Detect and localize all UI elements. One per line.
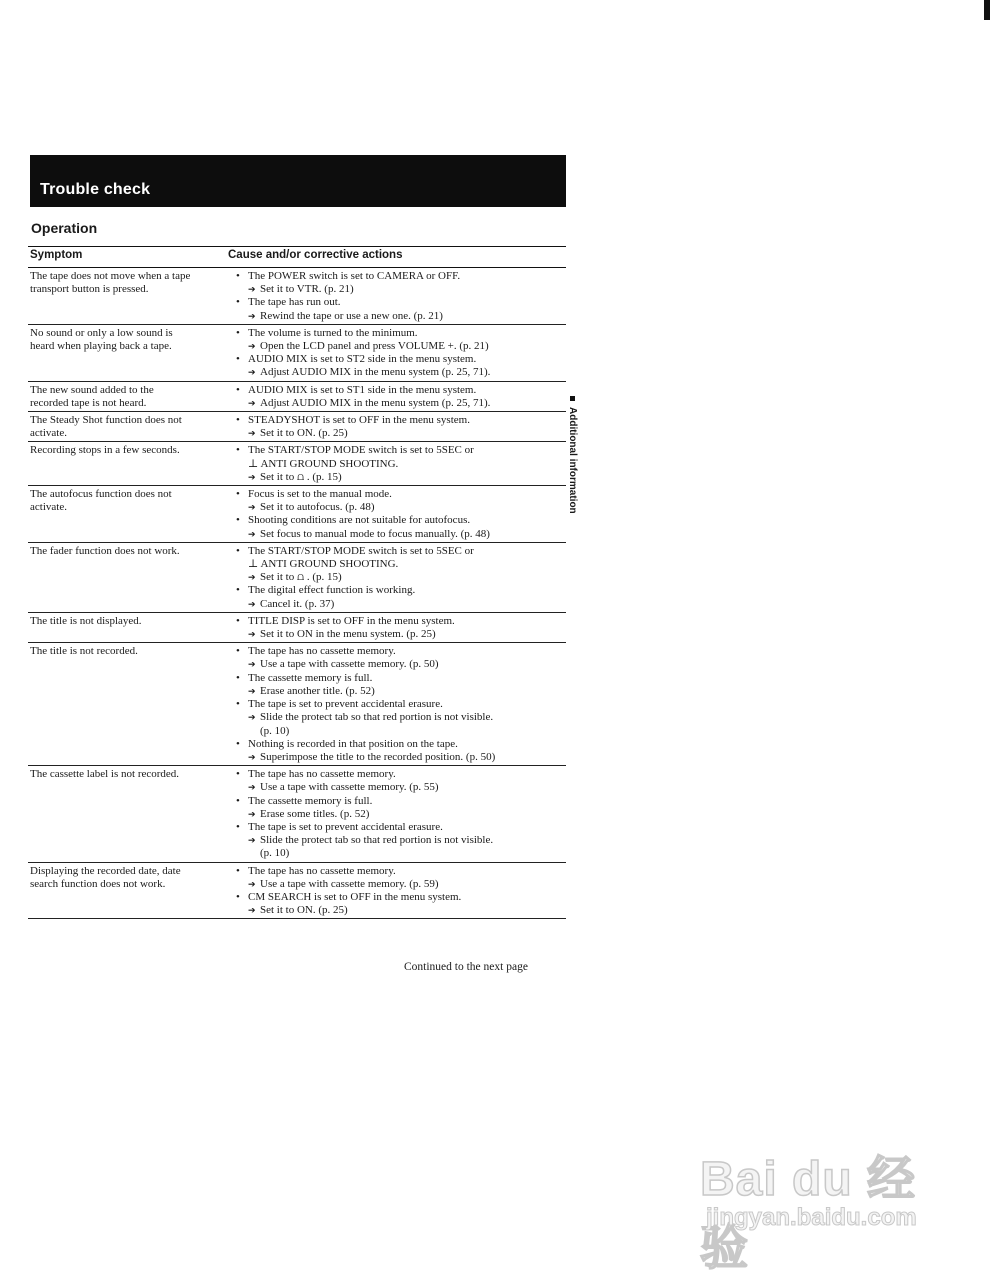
cause-line — [236, 698, 566, 711]
continued-note: Continued to the next page — [404, 961, 528, 973]
cause-text: The tape has run out. — [248, 296, 341, 309]
symptom-line: Displaying the recorded date, date — [30, 864, 181, 877]
cause-text: TITLE DISP is set to OFF in the menu system. — [248, 614, 455, 627]
corrective-action — [236, 571, 566, 584]
symptom-line: The fader function does not work. — [30, 544, 180, 557]
arrow-right-icon: ➔ — [248, 782, 256, 793]
cause-line — [236, 545, 566, 558]
corrective-action — [236, 310, 566, 323]
corrective-action — [236, 878, 566, 891]
bullet-spacer — [236, 558, 248, 571]
cause-line — [236, 795, 566, 808]
symptom-line: recorded tape is not heard. — [30, 396, 147, 409]
corrective-action — [236, 366, 566, 379]
table-row — [28, 268, 566, 325]
arrow-right-icon: ➔ — [248, 659, 256, 670]
symptom-line: The tape does not move when a tape — [30, 270, 191, 282]
cause-cell — [226, 643, 566, 765]
bullet-icon: • — [236, 514, 240, 527]
cause-text: The volume is turned to the minimum. — [248, 326, 418, 339]
symptom-line: activate. — [30, 427, 67, 440]
symptom-line: transport button is pressed. — [30, 283, 149, 296]
corrective-action — [236, 847, 566, 860]
corrective-action — [236, 427, 566, 440]
action-text: Adjust AUDIO MIX in the menu system (p. 25, 71). — [260, 366, 491, 379]
arrow-right-icon: ➔ — [248, 502, 256, 513]
bullet-icon: • — [236, 890, 240, 903]
cause-line — [236, 270, 566, 283]
cause-line — [236, 514, 566, 527]
bullet-icon: • — [236, 864, 240, 877]
corrective-action — [236, 598, 566, 611]
table-body — [28, 268, 566, 919]
corrective-action — [236, 397, 566, 410]
symptom-cell — [28, 643, 226, 765]
bullet-icon: • — [236, 296, 240, 309]
action-text: Cancel it. (p. 37) — [260, 597, 335, 610]
cause-line — [236, 865, 566, 878]
action-text: Set focus to manual mode to focus manually. (p. 48) — [260, 527, 490, 540]
arrow-right-icon: ➔ — [248, 397, 256, 408]
bullet-icon: • — [236, 584, 240, 597]
action-text: Set it to ON in the menu system. (p. 25) — [260, 628, 436, 641]
cause-text: The tape is set to prevent accidental erasure. — [248, 820, 443, 833]
action-text: Set it to ON. (p. 25) — [260, 904, 348, 917]
bullet-icon: • — [236, 645, 240, 658]
cause-item — [236, 353, 566, 379]
cause-text: The tape has no cassette memory. — [248, 864, 396, 877]
action-text: (p. 10) — [260, 847, 290, 860]
cause-text: The POWER switch is set to CAMERA or OFF. — [248, 270, 461, 282]
arrow-spacer — [248, 847, 260, 860]
cause-item — [236, 891, 566, 917]
cause-text: Shooting conditions are not suitable for autofocus. — [248, 514, 471, 527]
cause-line — [236, 488, 566, 501]
arrow-spacer — [248, 725, 260, 738]
action-text: Rewind the tape or use a new one. (p. 21) — [260, 309, 443, 322]
bullet-spacer — [236, 458, 248, 471]
corrective-action — [236, 685, 566, 698]
cause-item — [236, 545, 566, 585]
arrow-right-icon: ➔ — [248, 572, 256, 583]
cause-cell — [226, 412, 566, 441]
symptom-line: The cassette label is not recorded. — [30, 768, 180, 781]
corrective-action — [236, 628, 566, 641]
arrow-right-icon: ➔ — [248, 878, 256, 889]
bullet-icon: • — [236, 544, 240, 557]
arrow-right-icon: ➔ — [248, 712, 256, 723]
page-edge-mark — [984, 0, 990, 20]
table-header-row — [28, 246, 566, 268]
page-title: Trouble check — [40, 181, 151, 198]
cause-text: AUDIO MIX is set to ST1 side in the menu system. — [248, 383, 477, 396]
bullet-icon: • — [236, 270, 240, 282]
action-text: Adjust AUDIO MIX in the menu system (p. 25, 71). — [260, 396, 491, 409]
bullet-icon: • — [236, 383, 240, 396]
action-text: Set it to ⩍ . (p. 15) — [260, 571, 342, 584]
cause-item — [236, 738, 566, 764]
symptom-line: The new sound added to the — [30, 383, 154, 396]
corrective-action — [236, 471, 566, 484]
cause-item — [236, 645, 566, 671]
cause-text: The digital effect function is working. — [248, 584, 416, 597]
cause-line — [236, 353, 566, 366]
action-text: Set it to VTR. (p. 21) — [260, 283, 354, 296]
action-text: Slide the protect tab so that red portion is not visible. — [260, 834, 494, 847]
symptom-column-header: Symptom — [30, 249, 83, 261]
symptom-line: Recording stops in a few seconds. — [30, 444, 180, 457]
table-row — [28, 325, 566, 382]
arrow-right-icon: ➔ — [248, 341, 256, 352]
cause-item — [236, 698, 566, 738]
cause-text: The tape has no cassette memory. — [248, 768, 396, 781]
cause-line — [236, 615, 566, 628]
section-title: Operation — [31, 220, 98, 236]
arrow-right-icon: ➔ — [248, 751, 256, 762]
symptom-cell — [28, 613, 226, 642]
arrow-right-icon: ➔ — [248, 808, 256, 819]
arrow-right-icon: ➔ — [248, 528, 256, 539]
bullet-icon: • — [236, 820, 240, 833]
arrow-right-icon: ➔ — [248, 310, 256, 321]
trouble-check-table — [28, 246, 566, 919]
cause-item — [236, 327, 566, 353]
action-text: Set it to autofocus. (p. 48) — [260, 501, 375, 514]
bullet-icon: • — [236, 414, 240, 427]
cause-text: STEADYSHOT is set to OFF in the menu system. — [248, 414, 470, 427]
cause-text: AUDIO MIX is set to ST2 side in the menu system. — [248, 353, 477, 366]
cause-cell — [226, 325, 566, 381]
cause-cell — [226, 442, 566, 485]
side-section-tab — [567, 396, 589, 546]
cause-item — [236, 768, 566, 794]
cause-line — [236, 296, 566, 309]
cause-line — [236, 768, 566, 781]
table-row — [28, 382, 566, 412]
cause-item — [236, 584, 566, 610]
cause-item — [236, 296, 566, 322]
arrow-right-icon: ➔ — [248, 598, 256, 609]
corrective-action — [236, 808, 566, 821]
bullet-icon: • — [236, 444, 240, 457]
watermark — [700, 1140, 940, 1275]
cause-item — [236, 414, 566, 440]
watermark-url: jingyan.baidu.com — [706, 1204, 917, 1231]
arrow-right-icon: ➔ — [248, 471, 256, 482]
action-text: Superimpose the title to the recorded position. (p. 50) — [260, 750, 496, 763]
cause-item — [236, 795, 566, 821]
watermark-logo: Bai du 经验 — [700, 1153, 917, 1275]
symptom-line: heard when playing back a tape. — [30, 340, 172, 353]
action-text: Use a tape with cassette memory. (p. 50) — [260, 658, 439, 671]
cause-cell — [226, 268, 566, 324]
symptom-line: The Steady Shot function does not — [30, 414, 182, 427]
bullet-icon: • — [236, 614, 240, 627]
side-tab-label-wrap — [567, 396, 578, 514]
symptom-cell — [28, 442, 226, 485]
action-text: Set it to ON. (p. 25) — [260, 427, 348, 440]
cause-line — [236, 558, 566, 571]
arrow-right-icon: ➔ — [248, 835, 256, 846]
cause-cell — [226, 863, 566, 919]
corrective-action — [236, 658, 566, 671]
action-text: Open the LCD panel and press VOLUME +. (p. 21) — [260, 340, 489, 353]
cause-line — [236, 458, 566, 471]
cause-line — [236, 584, 566, 597]
square-bullet-icon — [570, 396, 575, 401]
action-text: Erase another title. (p. 52) — [260, 684, 375, 697]
cause-item — [236, 270, 566, 296]
cause-cell — [226, 766, 566, 861]
arrow-right-icon: ➔ — [248, 685, 256, 696]
cause-text: Nothing is recorded in that position on the tape. — [248, 737, 458, 750]
corrective-action — [236, 528, 566, 541]
cause-line — [236, 672, 566, 685]
action-text: Slide the protect tab so that red portion is not visible. — [260, 711, 494, 724]
symptom-cell — [28, 486, 226, 542]
symptom-cell — [28, 382, 226, 411]
bullet-icon: • — [236, 353, 240, 366]
symptom-line: The title is not recorded. — [30, 645, 138, 658]
cause-line — [236, 414, 566, 427]
cause-item — [236, 821, 566, 861]
cause-text: The tape is set to prevent accidental erasure. — [248, 698, 443, 711]
cause-cell — [226, 486, 566, 542]
corrective-action — [236, 283, 566, 296]
cause-text: Focus is set to the manual mode. — [248, 488, 392, 501]
table-row — [28, 486, 566, 543]
cause-item — [236, 672, 566, 698]
cause-item — [236, 615, 566, 641]
cause-item — [236, 444, 566, 484]
table-row — [28, 613, 566, 643]
corrective-action — [236, 725, 566, 738]
corrective-action — [236, 711, 566, 724]
cause-item — [236, 514, 566, 540]
table-row — [28, 543, 566, 613]
cause-cell — [226, 543, 566, 612]
action-text: Erase some titles. (p. 52) — [260, 807, 370, 820]
cause-line — [236, 891, 566, 904]
arrow-right-icon: ➔ — [248, 367, 256, 378]
corrective-action — [236, 340, 566, 353]
corrective-action — [236, 904, 566, 917]
symptom-cell — [28, 766, 226, 861]
arrow-right-icon: ➔ — [248, 629, 256, 640]
cause-column-header: Cause and/or corrective actions — [228, 249, 403, 261]
cause-text: The cassette memory is full. — [248, 671, 373, 684]
cause-item — [236, 865, 566, 891]
symptom-cell — [28, 863, 226, 919]
cause-text: The tape has no cassette memory. — [248, 645, 396, 658]
bullet-icon: • — [236, 768, 240, 781]
corrective-action — [236, 781, 566, 794]
symptom-line: No sound or only a low sound is — [30, 326, 173, 339]
symptom-line: The autofocus function does not — [30, 488, 172, 501]
action-text: Use a tape with cassette memory. (p. 55) — [260, 781, 439, 794]
bullet-icon: • — [236, 698, 240, 711]
cause-line — [236, 327, 566, 340]
corrective-action — [236, 751, 566, 764]
bullet-icon: • — [236, 794, 240, 807]
arrow-right-icon: ➔ — [248, 284, 256, 295]
cause-line — [236, 821, 566, 834]
symptom-cell — [28, 543, 226, 612]
cause-item — [236, 488, 566, 514]
cause-line — [236, 738, 566, 751]
action-text: (p. 10) — [260, 724, 290, 737]
symptom-cell — [28, 268, 226, 324]
arrow-right-icon: ➔ — [248, 428, 256, 439]
bullet-icon: • — [236, 737, 240, 750]
cause-text: ⊥ ANTI GROUND SHOOTING. — [248, 457, 399, 470]
cause-text: ⊥ ANTI GROUND SHOOTING. — [248, 558, 399, 571]
bullet-icon: • — [236, 326, 240, 339]
action-text: Set it to ⩍ . (p. 15) — [260, 470, 342, 483]
cause-cell — [226, 613, 566, 642]
side-tab-label: Additional information — [567, 407, 578, 514]
table-row — [28, 442, 566, 486]
bullet-icon: • — [236, 488, 240, 501]
cause-item — [236, 384, 566, 410]
bullet-icon: • — [236, 671, 240, 684]
cause-text: CM SEARCH is set to OFF in the menu system. — [248, 890, 462, 903]
table-row — [28, 412, 566, 442]
symptom-line: search function does not work. — [30, 877, 166, 890]
table-row — [28, 766, 566, 862]
corrective-action — [236, 501, 566, 514]
arrow-right-icon: ➔ — [248, 905, 256, 916]
symptom-cell — [28, 412, 226, 441]
table-row — [28, 643, 566, 766]
corrective-action — [236, 834, 566, 847]
symptom-line: The title is not displayed. — [30, 614, 142, 627]
table-row — [28, 863, 566, 920]
action-text: Use a tape with cassette memory. (p. 59) — [260, 877, 439, 890]
cause-line — [236, 645, 566, 658]
cause-text: The START/STOP MODE switch is set to 5SEC or — [248, 444, 474, 457]
symptom-line: activate. — [30, 501, 67, 514]
symptom-cell — [28, 325, 226, 381]
cause-line — [236, 444, 566, 457]
cause-text: The START/STOP MODE switch is set to 5SEC or — [248, 544, 474, 557]
cause-cell — [226, 382, 566, 411]
cause-text: The cassette memory is full. — [248, 794, 373, 807]
cause-line — [236, 384, 566, 397]
